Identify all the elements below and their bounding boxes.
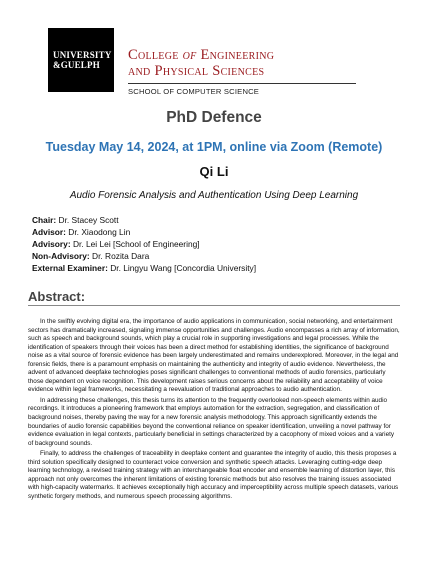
header-divider (128, 83, 356, 84)
abstract-body (28, 318, 400, 503)
university-logo (48, 28, 114, 92)
event-heading: PhD Defence (166, 109, 262, 126)
thesis-title: Audio Forensic Analysis and Authentication Using Deep Learning (69, 190, 359, 201)
abstract-divider (28, 305, 400, 306)
abstract-paragraph: In addressing these challenges, this thesis turns its attention to the frequently overlooked non-speech elements within audio recordings. It introduces a pioneering framework that employs automation for the extraction, segregation, and classification of background noises, thereby paving the way for a new forensic analysis methodology. This approach significantly extends the boundaries of audio forensic capabilities beyond the conventional reliance on speaker identification, unveiling a novel pathway for evidence evaluation in legal contexts, particularly beneficial in settings characterized by a cacophony of mixed voices and a variety of background sounds. (28, 396, 395, 447)
committee-member: Chair: Dr. Stacey Scott (32, 215, 119, 225)
department-name: SCHOOL OF COMPUTER SCIENCE (128, 87, 260, 96)
abstract-paragraph: In the swiftly evolving digital era, the importance of audio applications in communication, social networking, and entertainment sectors has dramatically increased, signaling immense opportunities and challenges. Audio encompasses a rich array of information, such as speech and background sounds, which play a crucial role in supporting investigations and legal processes. While the identification of speakers through their voices has been a direct method for establishing identities, the significance of background noise as a vital source of forensic evidence has been largely underestimated and remains underexplored. Moreover, in the legal and forensic fields, there is a paramount emphasis on maintaining the authenticity and integrity of audio evidence. Nevertheless, the advent of advanced deepfake technologies poses significant challenges to conventional methods of audio forensics, particularly those dependent on voice recognition. This development raises serious concerns about the reliability and acceptability of voice evidence within legal frameworks, necessitating a reevaluation of traditional approaches to audio authentication. (28, 318, 400, 394)
college-name-line2: and Physical Sciences (128, 63, 265, 79)
college-name-line1: College of Engineering (128, 47, 275, 63)
event-datetime: Tuesday May 14, 2024, at 1PM, online via Zoom (Remote) (45, 140, 383, 154)
committee-list (32, 214, 256, 274)
committee-member: Non-Advisory: Dr. Rozita Dara (32, 251, 150, 261)
committee-member: Advisor: Dr. Xiaodong Lin (32, 227, 131, 237)
committee-member: External Examiner: Dr. Lingyu Wang [Concordia University] (32, 263, 257, 273)
logo-text-line2: &GUELPH (53, 59, 100, 70)
candidate-name: Qi Li (199, 164, 229, 179)
college-name (128, 47, 378, 79)
abstract-paragraph: Finally, to address the challenges of traceability in deepfake content and guarantee the integrity of audio, this thesis proposes a third solution specifically designed to counteract voice conversion and synthetic speech attacks. Leveraging cutting-edge deep learning technology, a revised training strategy with an interchangeable float encoder and ensemble learning of distortion layer, this approach not only overcomes the inherent limitations of existing forensic methods but also resolves the training issues associated with high-capacity watermarks. It achieves exceptionally high accuracy and imperceptibility across multiple speech datasets, various synthetic forgery methods, and numerous speech processing algorithms. (28, 450, 399, 500)
logo-text-line1: UNIVERSITY (53, 49, 112, 60)
abstract-heading: Abstract: (28, 289, 86, 304)
committee-member: Advisory: Dr. Lei Lei [School of Engineering] (32, 239, 200, 249)
